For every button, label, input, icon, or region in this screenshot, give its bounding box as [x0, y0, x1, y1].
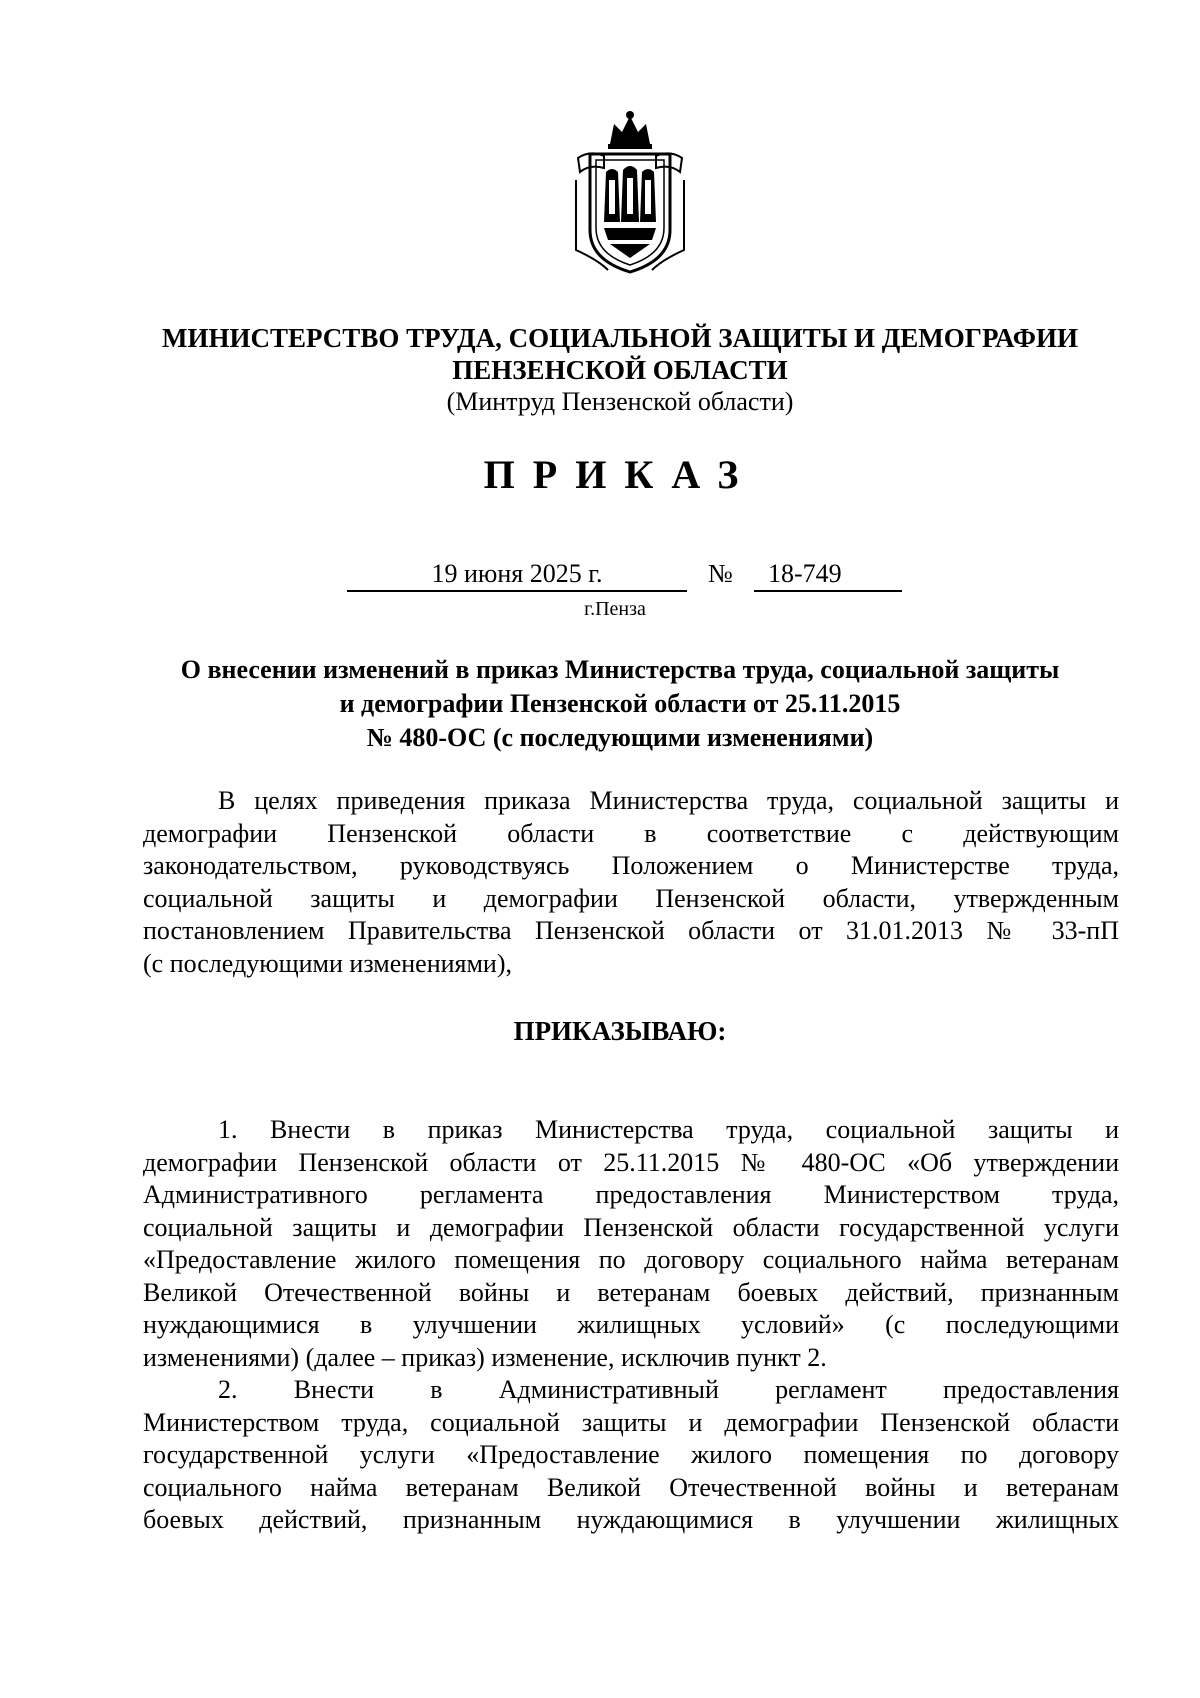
- order-item-2: [143, 1374, 1119, 1537]
- paragraph-line: социальной защиты и демографии Пензенской области государственной услуги: [143, 1212, 1119, 1242]
- order-date: 19 июня 2025 г.: [347, 560, 687, 592]
- order-number: 18-749: [754, 560, 902, 592]
- preamble-paragraph: [143, 785, 1119, 980]
- order-number-sign: №: [708, 559, 733, 588]
- paragraph-line: изменениями) (далее – приказ) изменение, исключив пункт 2.: [143, 1342, 827, 1372]
- ministry-name-line-2: ПЕНЗЕНСКОЙ ОБЛАСТИ: [452, 355, 788, 385]
- paragraph-line: государственной услуги «Предоставление жилого помещения по договору: [143, 1440, 1119, 1469]
- subject-line-2: и демографии Пензенской области от 25.11.2015: [339, 689, 901, 718]
- order-city: г.Пенза: [584, 598, 646, 620]
- coat-of-arms-icon: [568, 110, 692, 280]
- paragraph-line: социального найма ветеранам Великой Отечественной войны и ветеранам: [143, 1472, 1119, 1502]
- paragraph-line: 1. Внести в приказ Министерства труда, социальной защиты и: [218, 1115, 1119, 1144]
- order-item-1: [143, 1114, 1119, 1374]
- paragraph-line: «Предоставление жилого помещения по договору социального найма ветеранам: [143, 1245, 1119, 1274]
- paragraph-line: демографии Пензенской области от 25.11.2015 № 480-ОС «Об утверждении: [143, 1147, 1119, 1177]
- subject-line-1: О внесении изменений в приказ Министерства труда, социальной защиты: [180, 655, 1060, 684]
- paragraph-line: демографии Пензенской области в соответствие с действующим: [143, 818, 1119, 848]
- paragraph-line: нуждающимися в улучшении жилищных условий» (с последующими: [143, 1310, 1119, 1339]
- paragraph-line: (с последующими изменениями),: [143, 948, 513, 978]
- paragraph-line: законодательством, руководствуясь Положением о Министерстве труда,: [143, 851, 1119, 880]
- paragraph-line: социальной защиты и демографии Пензенской области, утвержденным: [143, 883, 1119, 913]
- paragraph-line: Административного регламента предоставления Министерством труда,: [143, 1180, 1119, 1209]
- order-title: ПРИКАЗ: [483, 452, 757, 497]
- paragraph-line: Великой Отечественной войны и ветеранам боевых действий, признанным: [143, 1277, 1119, 1307]
- paragraph-line: Министерством труда, социальной защиты и демографии Пензенской области: [143, 1407, 1119, 1437]
- decree-word: ПРИКАЗЫВАЮ:: [513, 1016, 727, 1046]
- paragraph-line: В целях приведения приказа Министерства труда, социальной защиты и: [218, 786, 1119, 815]
- ministry-name-line-1: МИНИСТЕРСТВО ТРУДА, СОЦИАЛЬНОЙ ЗАЩИТЫ И ДЕМОГРАФИИ: [161, 323, 1078, 353]
- paragraph-line: постановлением Правительства Пензенской области от 31.01.2013 № 33-пП: [143, 916, 1119, 945]
- ministry-short-name: (Минтруд Пензенской области): [446, 387, 794, 416]
- subject-line-3: № 480-ОС (с последующими изменениями): [366, 723, 874, 752]
- paragraph-line: боевых действий, признанным нуждающимися в улучшении жилищных: [143, 1505, 1119, 1534]
- paragraph-line: 2. Внести в Административный регламент предоставления: [218, 1375, 1119, 1404]
